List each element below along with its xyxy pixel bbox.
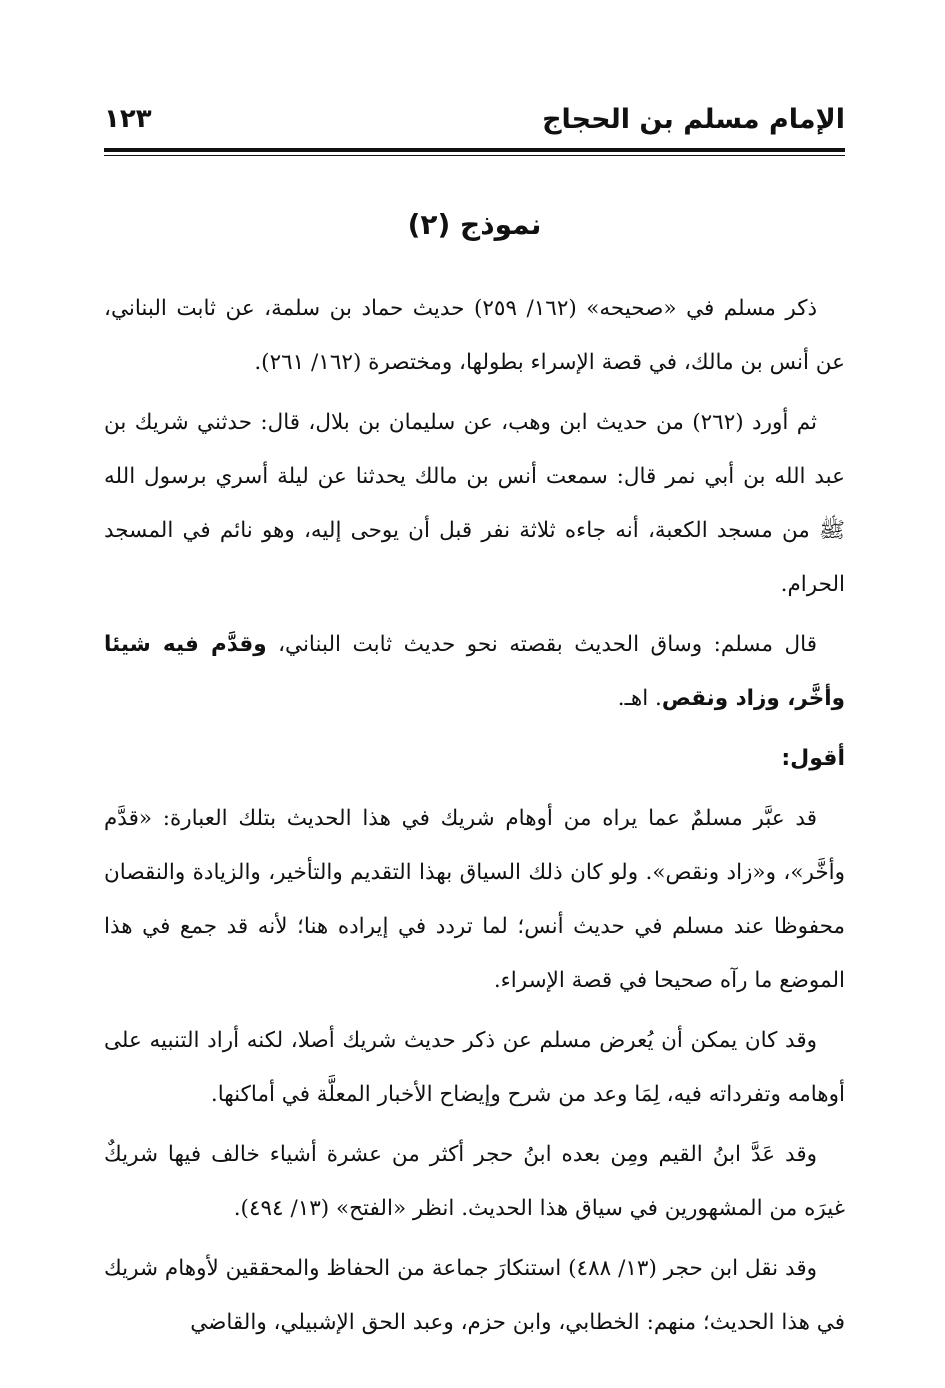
paragraph-4: قد عبَّر مسلمٌ عما يراه من أوهام شريك في هذا الحديث بتلك العبارة: «قدَّم وأخَّر»، و«زاد ونقص». ولو كان ذلك السياق بهذا التقديم والتأخير، والزيادة والنقصان محفوظا عند مسلم في حديث أنس؛ لما تردد في إيراده هنا؛ لأنه قد جمع في هذا الموضع ما رآه صحيحا في قصة الإسراء. <box>104 806 845 993</box>
header-rule-thin <box>104 155 845 156</box>
paragraph-2: ثم أورد (٢٦٢) من حديث ابن وهب، عن سليمان بن بلال، قال: حدثني شريك بن عبد الله بن أبي نمر قال: سمعت أنس بن مالك يحدثنا عن ليلة أسري برسول الله ﷺ من مسجد الكعبة، أنه جاءه ثلاثة نفر قبل أن يوحى إليه، وهو نائم في المسجد الحرام. <box>104 410 845 597</box>
header-rule-thick <box>104 148 845 152</box>
paragraph-3-text: قال مسلم: وساق الحديث بقصته نحو حديث ثابت البناني، <box>266 632 817 657</box>
subheading-aqul: أقول: <box>781 746 845 771</box>
paragraph-5: وقد كان يمكن أن يُعرض مسلم عن ذكر حديث شريك أصلا، لكنه أراد التنبيه على أوهامه وتفرداته فيه، لِمَا وعد من شرح وإيضاح الأخبار المعلَّة في أماكنها. <box>104 1028 845 1107</box>
paragraph-7: وقد نقل ابن حجر (١٣/ ٤٨٨) استنكارَ جماعة من الحفاظ والمحققين لأوهام شريك في هذا الحديث؛ منهم: الخطابي، وابن حزم، وعبد الحق الإشبيلي، والقاضي <box>104 1256 845 1335</box>
page-number: ١٢٣ <box>104 104 152 134</box>
paragraph-6: وقد عَدَّ ابنُ القيم ومِن بعده ابنُ حجر أكثر من عشرة أشياء خالف فيها شريكٌ غيرَه من المشهورين في سياق هذا الحديث. انظر «الفتح» (١٣/ ٤٩٤). <box>104 1142 845 1221</box>
paragraph-3-tail: . اهـ. <box>617 686 662 711</box>
paragraph-3 <box>104 618 845 726</box>
running-header <box>104 98 845 140</box>
section-title: نموذج (٢) <box>407 208 542 241</box>
body-text <box>104 282 845 1356</box>
paragraph-3-bold: وقدَّم فيه شيئا وأخَّر، وزاد ونقص <box>104 632 845 711</box>
paragraph-1: ذكر مسلم في «صحيحه» (١٦٢/ ٢٥٩) حديث حماد بن سلمة، عن ثابت البناني، عن أنس بن مالك، في قصة الإسراء بطولها، ومختصرة (١٦٢/ ٢٦١). <box>104 296 845 375</box>
running-title: الإمام مسلم بن الحجاج <box>542 103 845 135</box>
